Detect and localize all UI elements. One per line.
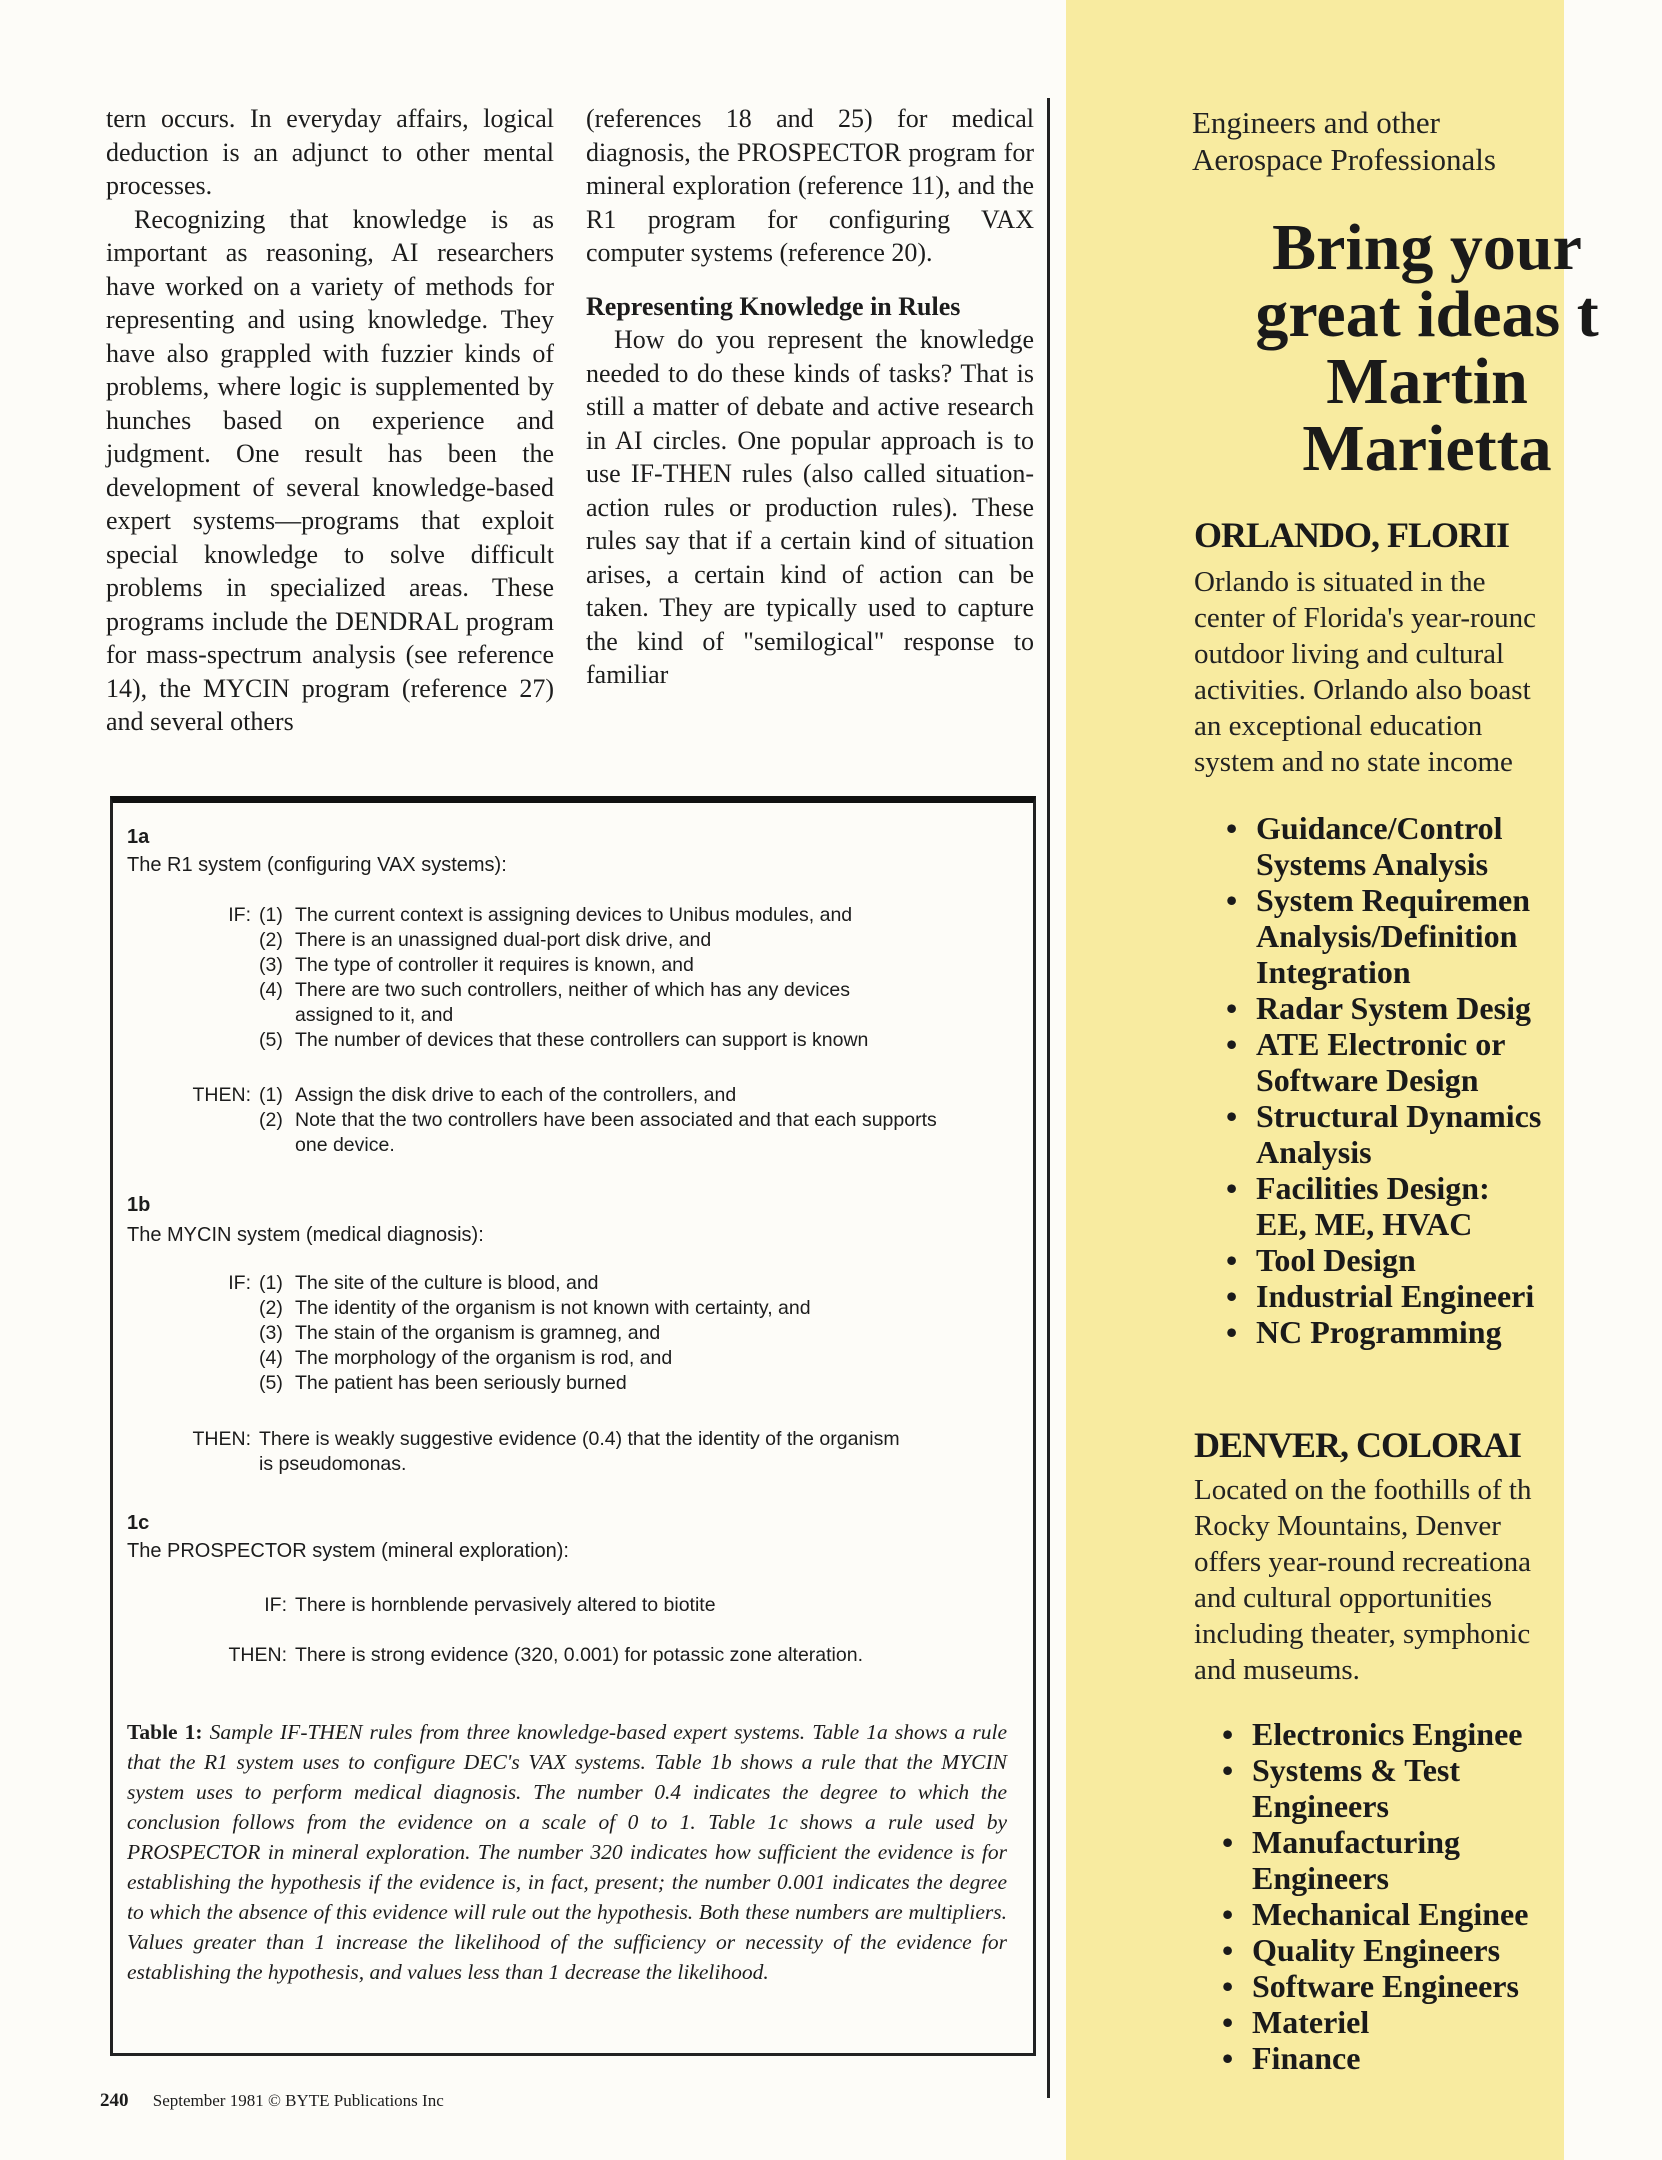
ad-list-item: • Radar System Desig xyxy=(1226,990,1541,1026)
ad-list-item: • NC Programming xyxy=(1226,1314,1541,1350)
ad-list-item: Engineers xyxy=(1252,1788,1389,1824)
ad-list-item: • Materiel xyxy=(1222,2004,1528,2040)
ad-text-line: and museums. xyxy=(1194,1654,1360,1686)
article-left-column xyxy=(106,102,554,739)
rule-1b-then: THEN: There is weakly suggestive evidence (0.4) that the identity of the organism is pseudomonas. xyxy=(133,1427,913,1477)
table-desc-1a: The R1 system (configuring VAX systems): xyxy=(127,854,507,876)
advertisement-panel xyxy=(1066,0,1599,2160)
ad-list-item: • Guidance/Control xyxy=(1226,810,1541,846)
ad-list-item: • Facilities Design: xyxy=(1226,1170,1541,1206)
caption-text: Sample IF-THEN rules from three knowledge-based expert systems. Table 1a shows a rule that the R1 system uses to configure DEC's VAX systems. Table 1b shows a rule that the MYCIN system uses to perform medical diagnosis. The number 0.4 indicates the degree to which the conclusion follows from the evidence on a scale of 0 to 1. Table 1c shows a rule used by PROSPECTOR in mineral exploration. The number 320 indicates how sufficient the evidence is for establishing the hypothesis if the evidence is, in fact, present; the number 0.001 indicates the degree to which the absence of this evidence will rule out the hypothesis. Both these numbers are multipliers. Values greater than 1 increase the likelihood of the sufficiency or necessity of the evidence for establishing the hypothesis, and values less than 1 decrease the likelihood. xyxy=(127,1720,1007,1984)
ad-list-item: Analysis xyxy=(1256,1134,1372,1170)
ad-text-line: center of Florida's year-rounc xyxy=(1194,602,1537,634)
paragraph: (references 18 and 25) for medical diagnosis, the PROSPECTOR program for mineral exploration (reference 11), and the R1 program for configuring VAX computer systems (reference 20). xyxy=(586,104,1034,267)
ad-text-line: offers year-round recreationa xyxy=(1194,1546,1532,1578)
ad-text-line: including theater, symphonic xyxy=(1194,1618,1531,1650)
ad-city-denver: DENVER, COLORAI xyxy=(1194,1425,1522,1465)
ad-list-item: • Software Engineers xyxy=(1222,1968,1528,2004)
if-keyword: IF: xyxy=(228,904,251,926)
ad-list-item: • Structural Dynamics xyxy=(1226,1098,1541,1134)
ad-list-item: • Mechanical Enginee xyxy=(1222,1896,1528,1932)
ad-list-item: • Finance xyxy=(1222,2040,1528,2076)
rule-1a-if: IF: (1) The current context is assigning devices to Unibus modules, and (2) There is an unassigned dual-port disk drive, and (3) The type of controller it requires is known, and (4) There are two such controllers, neither of which has any devices assigned to it, and (5) The number of devices that these controllers can support is known xyxy=(133,903,1023,1053)
ad-list-item: • Manufacturing xyxy=(1222,1824,1528,1860)
table-desc-1b: The MYCIN system (medical diagnosis): xyxy=(127,1224,484,1246)
ad-text-line: and cultural opportunities xyxy=(1194,1582,1492,1614)
ad-text-line: Located on the foothills of th xyxy=(1194,1474,1532,1506)
ad-list-item: • Systems & Test xyxy=(1222,1752,1528,1788)
footer-text: September 1981 © BYTE Publications Inc xyxy=(152,2091,444,2110)
table-caption xyxy=(127,1717,1007,1987)
ad-job-list-denver xyxy=(1222,1716,1528,2076)
ad-text-line: Orlando is situated in the xyxy=(1194,566,1486,598)
article-middle-column xyxy=(586,102,1034,692)
ad-text-line: activities. Orlando also boast xyxy=(1194,674,1531,706)
ad-headline xyxy=(1192,211,1662,485)
table-1-box xyxy=(110,796,1036,2056)
ad-text-line: outdoor living and cultural xyxy=(1194,638,1505,670)
ad-list-item: Analysis/Definition xyxy=(1256,918,1518,954)
section-heading: Representing Knowledge in Rules xyxy=(586,291,961,321)
ad-text-line: Aerospace Professionals xyxy=(1192,142,1496,177)
paragraph: How do you represent the knowledge needed to do these kinds of tasks? That is still a matter of debate and active research in AI circles. One popular approach is to use IF-THEN rules (also called situation-action rules or production rules). These rules say that if a certain kind of situation arises, a certain kind of action can be taken. They are typically used to capture the kind of "semilogical" response to familiar xyxy=(586,325,1034,689)
rule-1b-if: IF: (1) The site of the culture is blood, and (2) The identity of the organism is not known with certainty, and (3) The stain of the organism is gramneg, and (4) The morphology of the organism is rod, and (5) The patient has been seriously burned xyxy=(133,1271,1023,1396)
table-label-1c: 1c xyxy=(127,1512,150,1534)
ad-list-item: • ATE Electronic or xyxy=(1226,1026,1541,1062)
ad-list-item: • Quality Engineers xyxy=(1222,1932,1528,1968)
ad-text-line: Engineers and other xyxy=(1192,105,1440,140)
ad-text-line: an exceptional education xyxy=(1194,710,1483,742)
ad-text-line: Martin xyxy=(1326,345,1528,418)
ad-list-item: EE, ME, HVAC xyxy=(1256,1206,1473,1242)
column-divider xyxy=(1047,98,1050,2098)
rule-1c-then: THEN: There is strong evidence (320, 0.001) for potassic zone alteration. xyxy=(133,1643,1023,1668)
ad-list-item: • Electronics Enginee xyxy=(1222,1716,1528,1752)
ad-list-item: Software Design xyxy=(1256,1062,1479,1098)
rule-1a-then: THEN: (1) Assign the disk drive to each of the controllers, and (2) Note that the two controllers have been associated and that each supports one device. xyxy=(133,1083,1023,1158)
then-keyword: THEN: xyxy=(192,1428,251,1450)
page-number: 240 xyxy=(100,2090,129,2111)
ad-city-denver-text xyxy=(1194,1472,1531,1688)
caption-label: Table 1: xyxy=(127,1720,203,1744)
paragraph: Recognizing that knowledge is as important as reasoning, AI researchers have worked on a variety of methods for representing and using knowledge. They have also grappled with fuzzier kinds of problems, where logic is supplemented by hunches based on experience and judgment. One result has been the development of several knowledge-based expert systems—programs that exploit special knowledge to solve difficult problems in specialized areas. These programs include the DENDRAL program for mass-spectrum analysis (see reference 14), the MYCIN program (reference 27) and several others xyxy=(106,204,554,736)
ad-list-item: Engineers xyxy=(1252,1860,1389,1896)
table-label-1b: 1b xyxy=(127,1194,151,1216)
ad-text-line: great ideas t xyxy=(1255,278,1599,351)
ad-text-line: Rocky Mountains, Denver xyxy=(1194,1510,1501,1542)
ad-job-list-orlando xyxy=(1226,810,1541,1350)
ad-city-orlando: ORLANDO, FLORII xyxy=(1194,515,1510,555)
then-keyword: THEN: xyxy=(192,1084,251,1106)
ad-text-line: Marietta xyxy=(1302,412,1552,485)
ad-text-line: Bring your xyxy=(1272,211,1582,284)
table-label-1a: 1a xyxy=(127,826,150,848)
ad-city-orlando-text xyxy=(1194,564,1536,780)
ad-list-item: Integration xyxy=(1256,954,1411,990)
if-keyword: IF: xyxy=(264,1594,287,1616)
then-keyword: THEN: xyxy=(228,1644,287,1666)
ad-list-item: • System Requiremen xyxy=(1226,882,1541,918)
ad-kicker xyxy=(1192,104,1496,178)
if-keyword: IF: xyxy=(228,1272,251,1294)
table-desc-1c: The PROSPECTOR system (mineral exploration): xyxy=(127,1540,569,1562)
ad-list-item: • Tool Design xyxy=(1226,1242,1541,1278)
paragraph: tern occurs. In everyday affairs, logical deduction is an adjunct to other mental processes. xyxy=(106,104,554,200)
ad-text-line: system and no state income xyxy=(1194,746,1513,778)
ad-list-item: • Industrial Engineeri xyxy=(1226,1278,1541,1314)
page-footer xyxy=(100,2090,444,2112)
ad-list-item: Systems Analysis xyxy=(1256,846,1489,882)
rule-1c-if: IF: There is hornblende pervasively altered to biotite xyxy=(133,1593,1023,1618)
